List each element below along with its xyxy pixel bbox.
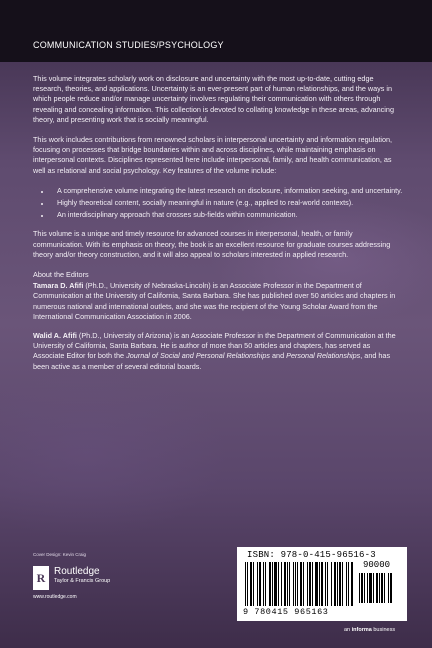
barcode-bar [321, 562, 323, 606]
barcode-bar [274, 562, 277, 606]
barcode-bar [339, 562, 341, 606]
description-paragraph-3: This volume is a unique and timely resource for advanced courses in interpersonal, health, or family communication. With its emphasis on theory, the book is an excellent resource for graduate courses addressing theory and/or theory construction, and it will also appeal to scholars interested in applied research. [33, 229, 391, 259]
tagline-suffix: business [371, 627, 396, 633]
cover-design-credit: Cover Design: Kevin Craig [33, 552, 87, 557]
barcode-bar [247, 562, 248, 606]
barcode-bar [361, 573, 363, 603]
editor-bio-text: (Ph.D., University of Arizona) is an Associate Professor in the Department of Communication at the University of California, Santa Barbara. He is author of more than 50 articles and chapters, has served as Associate Editor for both the [33, 331, 396, 361]
barcode-bar [373, 573, 374, 603]
barcode-bar [327, 562, 328, 606]
barcode-bar [364, 573, 365, 603]
editors-heading: About the Editors [33, 270, 89, 280]
barcode-bar [293, 562, 294, 606]
isbn-number: ISBN: 978-0-415-96516-3 [247, 550, 376, 560]
editor-bio-1 [33, 281, 403, 322]
key-feature-item: • A comprehensive volume integrating the latest research on disclosure, information seeking, and uncertainty. [51, 186, 403, 196]
informa-tagline [344, 627, 395, 633]
barcode-bar [307, 562, 308, 606]
barcode-bar [348, 562, 349, 606]
price-code: 90000 [363, 560, 391, 570]
barcode-bar [269, 562, 271, 606]
barcode-bar [297, 562, 298, 606]
barcode-bar [359, 573, 360, 603]
isbn-barcode [237, 547, 407, 621]
price-barcode-icon [359, 573, 401, 603]
barcode-bar [376, 573, 378, 603]
tagline-prefix: an [344, 627, 352, 633]
key-feature-item: • An interdisciplinary approach that crosses sub-fields within communication. [51, 210, 403, 220]
barcode-bar [367, 573, 368, 603]
editor-name: Walid A. Afifi [33, 331, 77, 341]
journal-title: Journal of Social and Personal Relationships [126, 351, 270, 361]
barcode-bar [312, 562, 313, 606]
editor-bio-text: , and has been active as a member of several editorial boards. [33, 351, 391, 371]
ean-barcode-icon [245, 562, 353, 608]
barcode-bar [342, 562, 343, 606]
editor-bio-text: (Ph.D., University of Nebraska-Lincoln) is an Associate Professor in the Department of Communication at the University of California, Santa Barbara. She has published over 50 articles and chapters in numerous national and international outlets, and she was the recipient of the Young Scholar Award from the International Communication Association in 2006. [33, 281, 396, 321]
tagline-brand: informa [351, 627, 372, 633]
barcode-bar [315, 562, 318, 606]
barcode-bar [351, 562, 353, 606]
barcode-bar [300, 562, 302, 606]
barcode-bar [388, 573, 389, 603]
barcode-bar [250, 562, 252, 606]
key-feature-item: • Highly theoretical content, socially meaningful in nature (e.g., applied to real-world contexts). [51, 198, 403, 208]
barcode-bar [287, 562, 288, 606]
barcode-bar [337, 562, 338, 606]
publisher-name: Routledge [54, 566, 100, 577]
barcode-bar [325, 562, 326, 606]
barcode-bar [272, 562, 273, 606]
journal-title: Personal Relationships [286, 351, 361, 361]
publisher-url: www.routledge.com [33, 594, 77, 600]
barcode-bar [334, 562, 336, 606]
barcode-bar [289, 562, 290, 606]
series-label: COMMUNICATION STUDIES/PSYCHOLOGY [33, 40, 224, 50]
barcode-bar [295, 562, 296, 606]
barcode-bar [265, 562, 266, 606]
editor-bio-2 [33, 331, 403, 372]
barcode-bar [309, 562, 311, 606]
barcode-bar [331, 562, 332, 606]
barcode-bar [346, 562, 347, 606]
barcode-bar [384, 573, 385, 603]
editor-name: Tamara D. Afifi [33, 281, 84, 291]
barcode-bar [369, 573, 372, 603]
barcode-bar [381, 573, 383, 603]
barcode-bar [281, 562, 282, 606]
description-paragraph-1: This volume integrates scholarly work on disclosure and uncertainty with the most up-to-date, cutting edge research, theories, and applications. Uncertainty is an ever-present part of human relationships, and the ways in which people reduce and/or manage uncertainty involves regulating their communication with others through revealing and concealing information. This collection is devoted to collating knowledge in these areas, advancing theory, and presenting work that is socially meaningful. [33, 74, 394, 124]
barcode-bar [284, 562, 286, 606]
back-cover-text [33, 74, 403, 381]
routledge-logo-icon: R [33, 566, 49, 590]
barcode-bar [263, 562, 264, 606]
description-paragraph-2: This work includes contributions from renowned scholars in interpersonal uncertainty and information regulation, focusing on processes that bridge boundaries within and across disciplines, while maintaining emphasis on interpersonal contexts. Disciplines represented here include interpersonal, family, and health communication, as well as relational and social psychology. Key features of the volume include: [33, 135, 393, 175]
barcode-bar [319, 562, 320, 606]
barcode-bar [278, 562, 279, 606]
key-features-list [33, 186, 403, 221]
barcode-bar [259, 562, 261, 606]
publisher-group: Taylor & Francis Group [54, 578, 111, 584]
barcode-bar [253, 562, 254, 606]
barcode-bar [379, 573, 380, 603]
barcode-bar [257, 562, 258, 606]
barcode-bar [303, 562, 304, 606]
top-bar [0, 0, 432, 62]
barcode-digits: 9 780415 965163 [243, 607, 329, 617]
editor-bio-text: and [269, 351, 287, 361]
publisher-block [33, 566, 173, 606]
barcode-bar [245, 562, 246, 606]
barcode-bar [390, 573, 392, 603]
